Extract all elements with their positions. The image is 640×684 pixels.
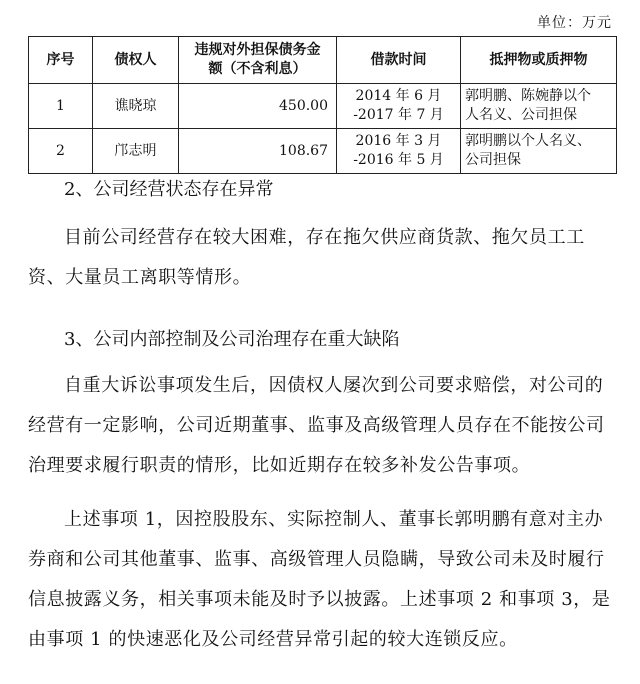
header-serial-no: 序号 (29, 37, 93, 84)
header-amount: 违规对外担保债务金 额（不含利息） (179, 37, 337, 84)
cell-loan-period: 2016 年 3 月 -2016 年 5 月 (337, 129, 461, 174)
cell-creditor: 谯晓琼 (93, 84, 179, 129)
section-3-heading: 3、公司内部控制及公司治理存在重大缺陷 (64, 329, 400, 350)
header-loan-period: 借款时间 (337, 37, 461, 84)
cell-creditor: 邝志明 (93, 129, 179, 174)
section-2-heading: 2、公司经营状态存在异常 (64, 179, 274, 200)
cell-serial-no: 1 (29, 84, 93, 129)
cell-loan-period: 2014 年 6 月 -2017 年 7 月 (337, 84, 461, 129)
cell-amount: 450.00 (179, 84, 337, 129)
header-collateral: 抵押物或质押物 (461, 37, 617, 84)
table-row (29, 84, 617, 129)
section-3-paragraph-2: 上述事项 1，因控股股东、实际控制人、董事长郭明鹏有意对主办券商和公司其他董事、监事、高级管理人员隐瞒，导致公司未及时履行信息披露义务，相关事项未能及时予以披露。上述事项 2 和事项 3，是由事项 1 的快速恶化及公司经营异常引起的较大连锁反应。 (28, 509, 611, 650)
guarantee-debt-table (28, 36, 617, 174)
table-header-row (29, 37, 617, 84)
table-row (29, 129, 617, 174)
section-3-paragraph-1: 自重大诉讼事项发生后，因债权人屡次到公司要求赔偿，对公司的经营有一定影响，公司近期董事、监事及高级管理人员存在不能按公司治理要求履行职责的情形，比如近期存在较多补发公告事项。 (28, 375, 605, 476)
header-creditor: 债权人 (93, 37, 179, 84)
cell-collateral: 郭明鹏、陈婉静以个 人名义、公司担保 (461, 84, 617, 129)
cell-amount: 108.67 (179, 129, 337, 174)
cell-collateral: 郭明鹏以个人名义、 公司担保 (461, 129, 617, 174)
cell-serial-no: 2 (29, 129, 93, 174)
unit-label: 单位：万元 (537, 15, 612, 31)
section-2-paragraph: 目前公司经营存在较大困难，存在拖欠供应商货款、拖欠员工工资、大量员工离职等情形。 (28, 227, 585, 288)
